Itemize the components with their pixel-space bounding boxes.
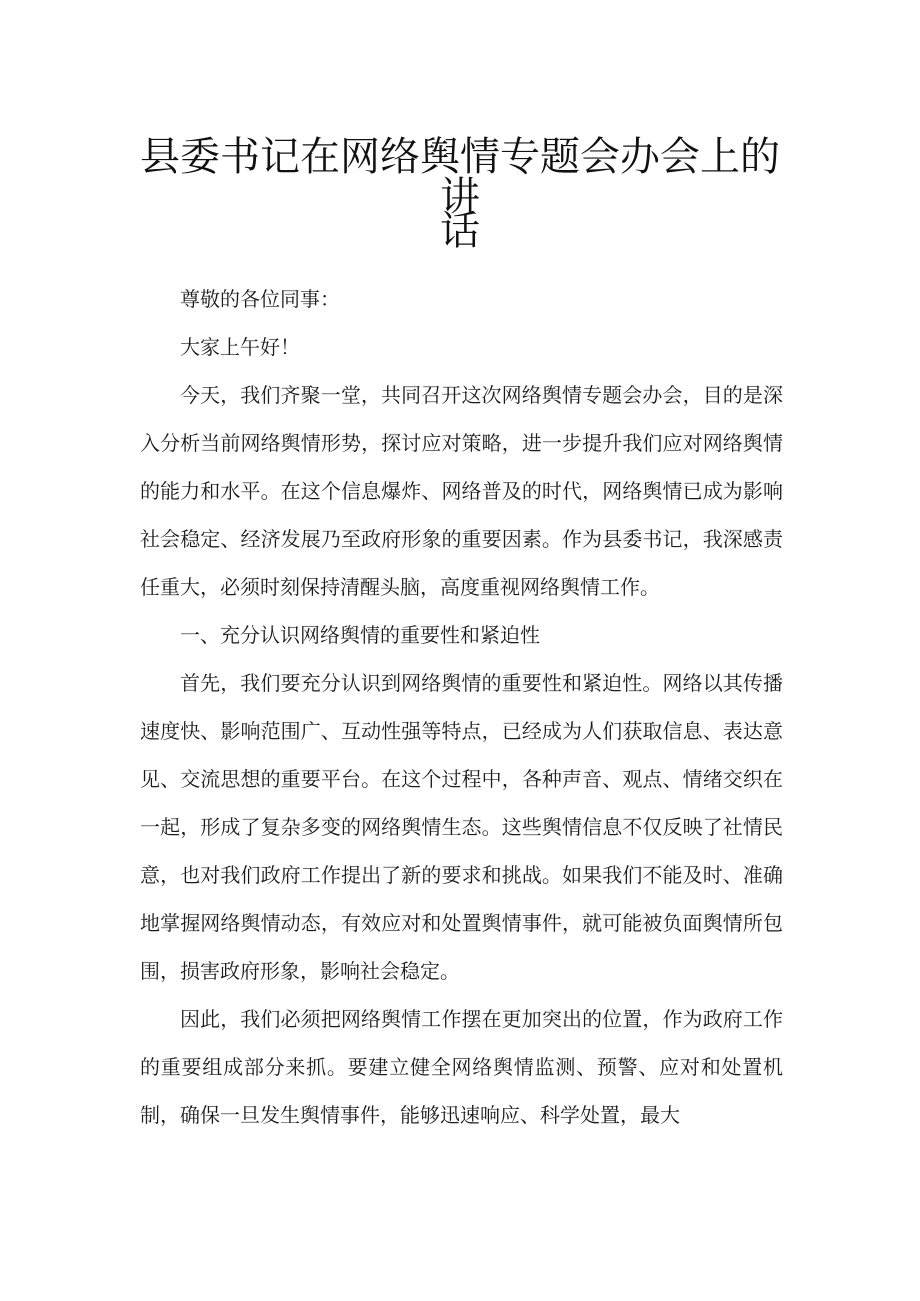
paragraph-intro: 今天，我们齐聚一堂，共同召开这次网络舆情专题会办会，目的是深入分析当前网络舆情形势，探讨应对策略，进一步提升我们应对网络舆情的能力和水平。在这个信息爆炸、网络普及的时代，网络舆情已成为影响社会稳定、经济发展乃至政府形象的重要因素。作为县委书记，我深感责任重大，必须时刻保持清醒头脑，高度重视网络舆情工作。 xyxy=(140,383,783,599)
document-title-line-1: 县委书记在网络舆情专题会办会上的讲 xyxy=(140,134,780,220)
paragraph-therefore: 因此，我们必须把网络舆情工作摆在更加突出的位置，作为政府工作的重要组成部分来抓。要建立健全网络舆情监测、预警、应对和处置机制，确保一旦发生舆情事件，能够迅速响应、科学处置，最大 xyxy=(140,1007,783,1127)
section-heading-1: 一、充分认识网络舆情的重要性和紧迫性 xyxy=(180,623,540,647)
paragraph-importance: 首先，我们要充分认识到网络舆情的重要性和紧迫性。网络以其传播速度快、影响范围广、互动性强等特点，已经成为人们获取信息、表达意见、交流思想的重要平台。在这个过程中，各种声音、观点、情绪交织在一起，形成了复杂多变的网络舆情生态。这些舆情信息不仅反映了社情民意，也对我们政府工作提出了新的要求和挑战。如果我们不能及时、准确地掌握网络舆情动态，有效应对和处置舆情事件，就可能被负面舆情所包围，损害政府形象，影响社会稳定。 xyxy=(140,671,783,983)
salutation: 尊敬的各位同事： xyxy=(180,287,340,311)
greeting: 大家上午好！ xyxy=(180,335,300,359)
document-body xyxy=(140,275,783,1139)
document-title-line-2: 话 xyxy=(440,208,480,254)
